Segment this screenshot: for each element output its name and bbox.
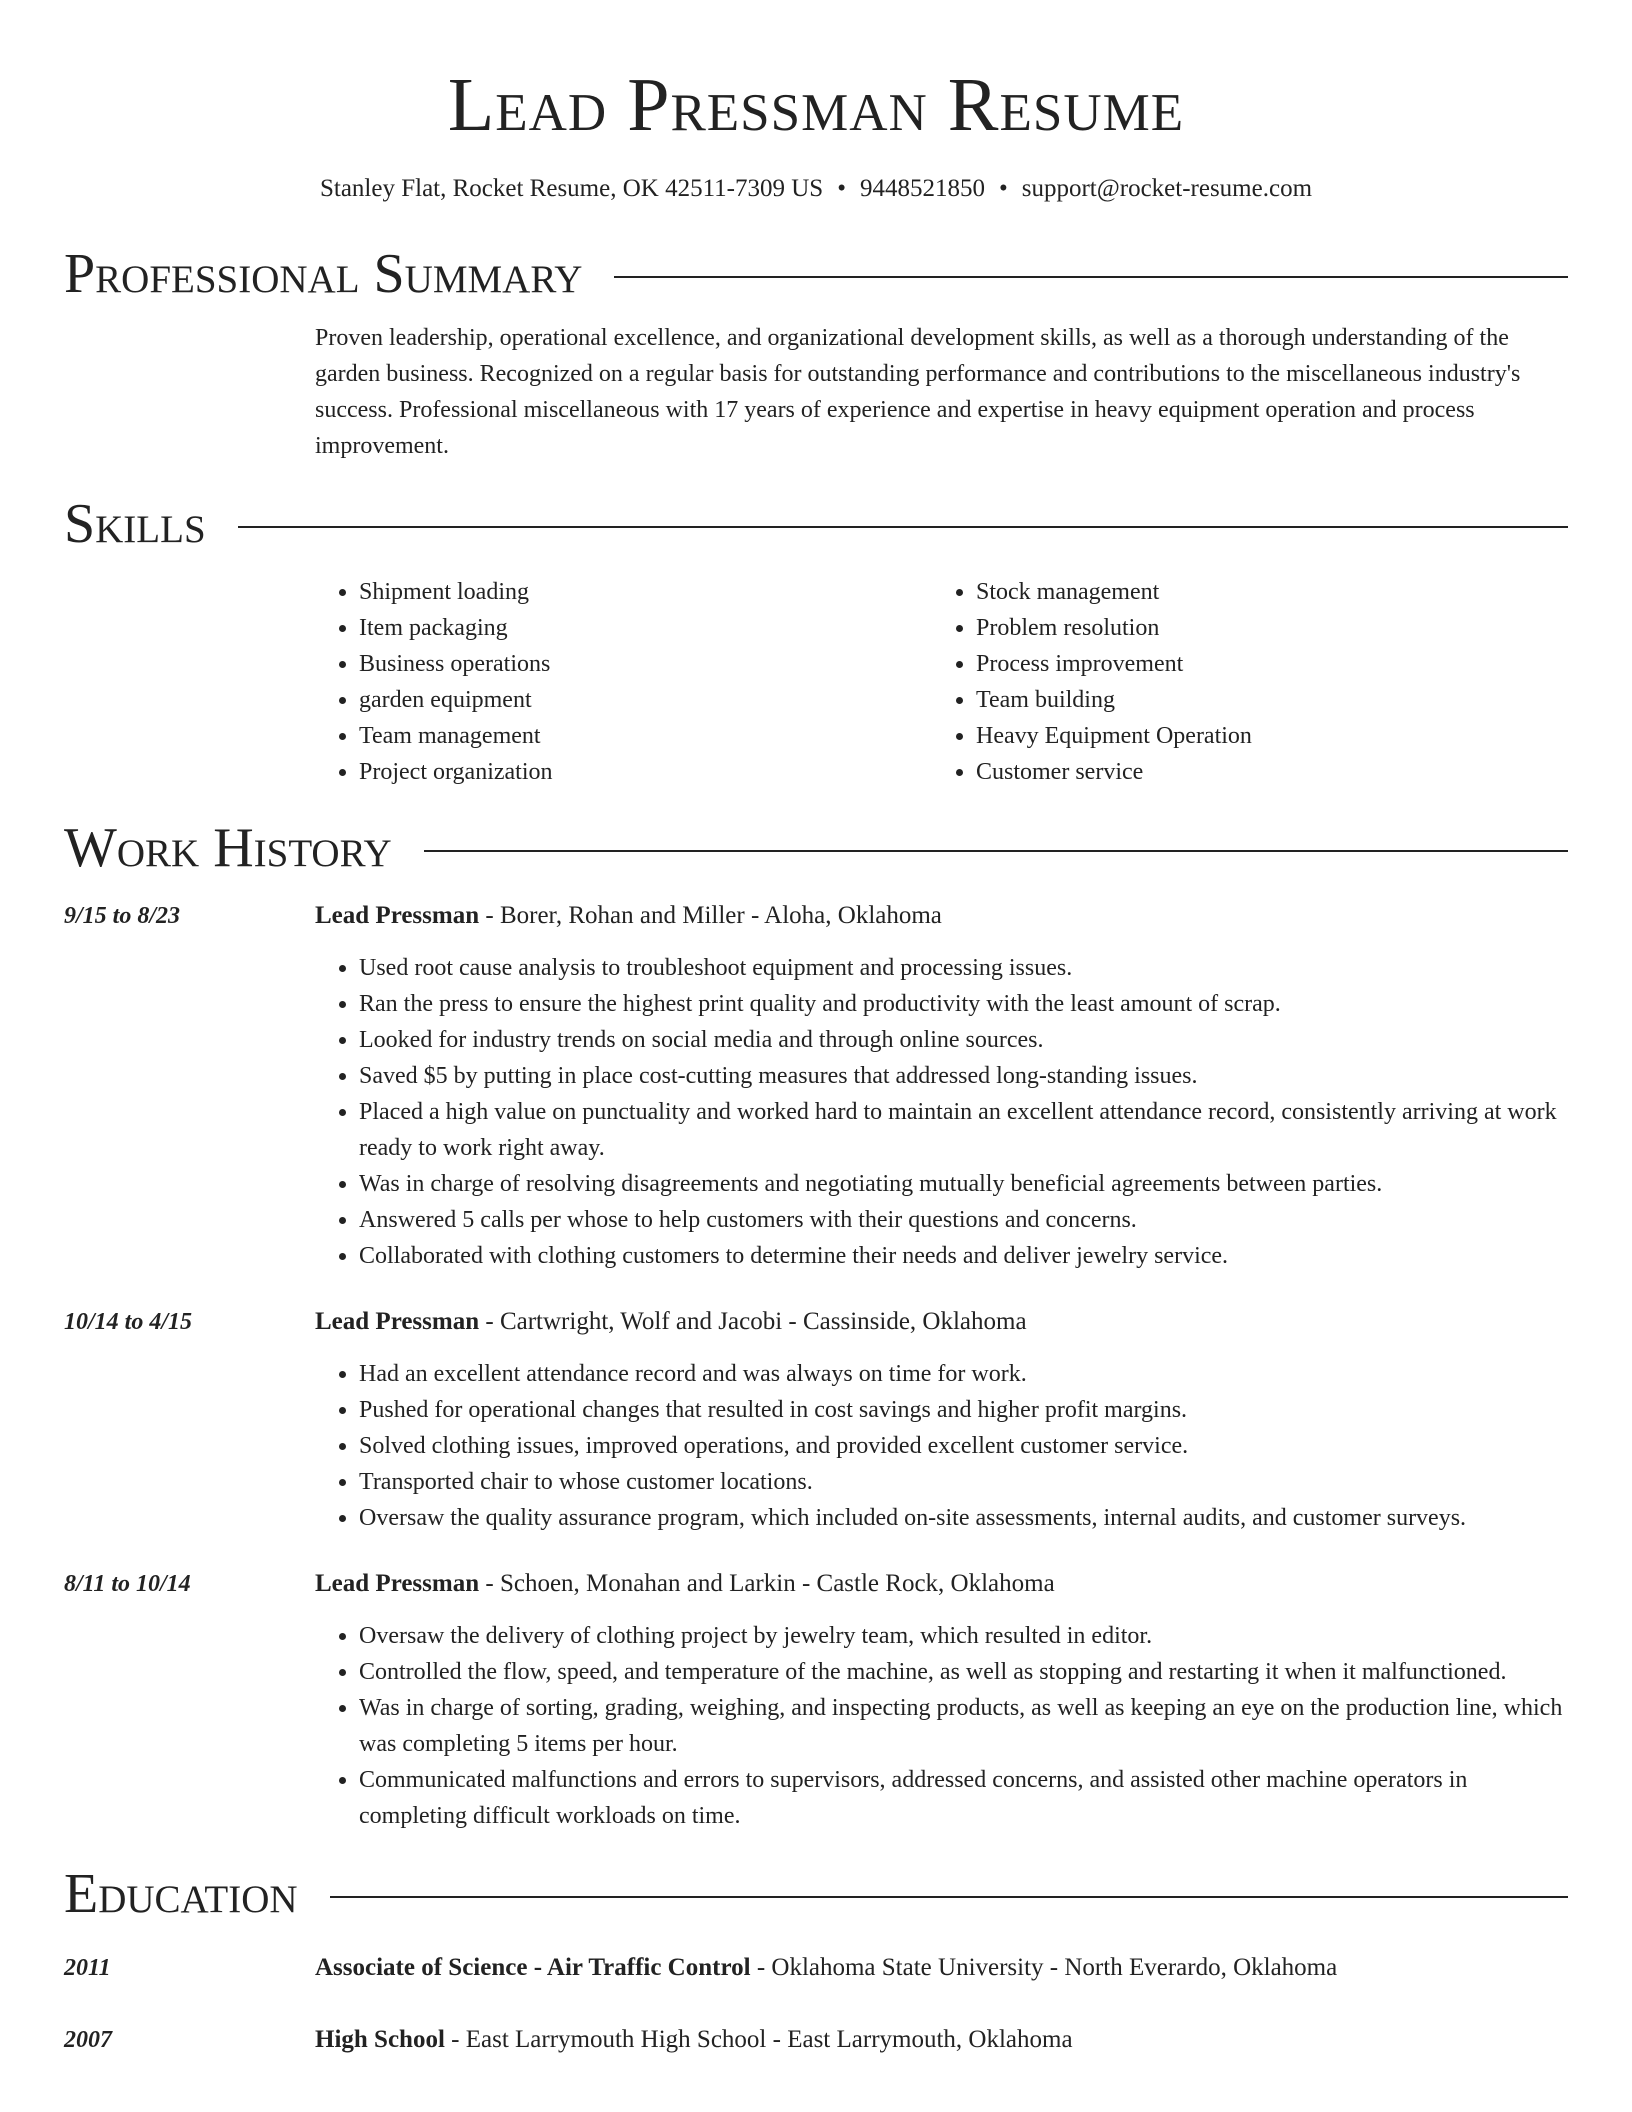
job-employer: - Schoen, Monahan and Larkin - Castle Rock, Oklahoma [479,1570,1055,1597]
section-divider [424,850,1568,852]
job-heading [315,1304,1568,1340]
section-divider [238,526,1568,528]
section-divider [614,276,1568,278]
skill-item: • Shipment loading [359,574,932,610]
work-section-header [64,816,1568,880]
job-body [315,1304,1568,1536]
skill-item: • Heavy Equipment Operation [976,718,1549,754]
job-bullet: • Saved $5 by putting in place cost-cutting measures that addressed long-standing issues. [359,1058,1568,1094]
job-bullet: • Was in charge of sorting, grading, weighing, and inspecting products, as well as keeping an eye on the production line, which was completing 5 items per hour. [359,1690,1568,1762]
job-bullet: • Used root cause analysis to troubleshoot equipment and processing issues. [359,950,1568,986]
job-heading [315,1566,1568,1602]
job-bullets [315,1356,1568,1536]
job-employer: - Cartwright, Wolf and Jacobi - Cassinside, Oklahoma [479,1308,1027,1335]
skill-item: • Customer service [976,754,1549,790]
job-bullet: • Had an excellent attendance record and was always on time for work. [359,1356,1568,1392]
skill-item: • Problem resolution [976,610,1549,646]
skill-item: • garden equipment [359,682,932,718]
skill-item: • Business operations [359,646,932,682]
education-year: 2007 [64,2027,112,2053]
section-divider [330,1896,1568,1898]
job-bullet: • Was in charge of resolving disagreements and negotiating mutually beneficial agreements between parties. [359,1166,1568,1202]
summary-text: Proven leadership, operational excellence, and organizational development skills, as well as a thorough understanding of the garden business. Recognized on a regular basis for outstanding performance and contributions to the miscellaneous industry's success. Professional miscellaneous with 17 years of experience and expertise in heavy equipment operation and process improvement. [315,325,1521,459]
education-entry [64,1950,1568,1986]
skills-section-header [64,492,1568,556]
job-title: Lead Pressman [315,1308,480,1335]
job-bullet: • Placed a high value on punctuality and worked hard to maintain an excellent attendance record, consistently arriving at work ready to work right away. [359,1094,1568,1166]
skills-list-right [932,574,1549,790]
job-bullet: • Pushed for operational changes that resulted in cost savings and higher profit margins. [359,1392,1568,1428]
job-bullets [315,1618,1568,1834]
education-details [315,2022,1073,2058]
skill-item: • Stock management [976,574,1549,610]
skill-item: • Item packaging [359,610,932,646]
job-body [315,898,1568,1274]
job-dates: 8/11 to 10/14 [64,1571,191,1597]
job-heading [315,898,1568,934]
contact-line [64,172,1568,206]
education-degree: Associate of Science - Air Traffic Control [315,1954,751,1981]
job-bullets [315,950,1568,1274]
work-heading: Work History [64,817,392,879]
email: support@rocket-resume.com [1021,175,1313,202]
job-bullet: • Controlled the flow, speed, and temperature of the machine, as well as stopping and restarting it when it malfunctioned. [359,1654,1568,1690]
education-degree: High School [315,2026,445,2053]
address: Stanley Flat, Rocket Resume, OK 42511-7309 US [319,175,824,202]
job-bullet: • Communicated malfunctions and errors to supervisors, addressed concerns, and assisted other machine operators in completing difficult workloads on time. [359,1762,1568,1834]
job-bullet: • Oversaw the quality assurance program, which included on-site assessments, internal audits, and customer surveys. [359,1500,1568,1536]
separator-dot: • [998,175,1008,202]
resume-title: Lead Pressman Resume [447,63,1185,147]
job-entry [64,1304,1568,1536]
job-entry [64,1566,1568,1834]
education-school: - East Larrymouth High School - East Larrymouth, Oklahoma [444,2026,1073,2053]
job-title: Lead Pressman [315,902,480,929]
skill-item: • Project organization [359,754,932,790]
job-employer: - Borer, Rohan and Miller - Aloha, Oklahoma [479,902,942,929]
job-bullet: • Solved clothing issues, improved operations, and provided excellent customer service. [359,1428,1568,1464]
education-entry [64,2022,1568,2058]
job-entry [64,898,1568,1274]
job-bullet: • Looked for industry trends on social media and through online sources. [359,1022,1568,1058]
education-heading: Education [64,1863,298,1925]
separator-dot: • [837,175,846,202]
job-dates: 9/15 to 8/23 [64,903,181,929]
job-title: Lead Pressman [315,1570,480,1597]
skill-item: • Process improvement [976,646,1549,682]
education-year: 2011 [64,1955,111,1981]
job-dates: 10/14 to 4/15 [64,1309,193,1335]
job-bullet: • Answered 5 calls per whose to help customers with their questions and concerns. [359,1202,1568,1238]
job-bullet: • Transported chair to whose customer locations. [359,1464,1568,1500]
skills-heading: Skills [64,493,206,555]
education-school: - Oklahoma State University - North Everardo, Oklahoma [750,1954,1338,1981]
job-bullet: • Collaborated with clothing customers to determine their needs and deliver jewelry service. [359,1238,1568,1274]
skill-item: • Team management [359,718,932,754]
skill-item: • Team building [976,682,1549,718]
education-details [315,1950,1337,1986]
summary-section-header [64,242,1568,306]
job-body [315,1566,1568,1834]
skills-list-left [315,574,932,790]
resume-page [64,0,1568,2058]
skills-grid [315,574,1568,790]
education-section-header [64,1862,1568,1926]
summary-heading: Professional Summary [64,243,583,305]
phone: 9448521850 [859,175,985,202]
job-bullet: • Ran the press to ensure the highest print quality and productivity with the least amount of scrap. [359,986,1568,1022]
job-bullet: • Oversaw the delivery of clothing project by jewelry team, which resulted in editor. [359,1618,1568,1654]
